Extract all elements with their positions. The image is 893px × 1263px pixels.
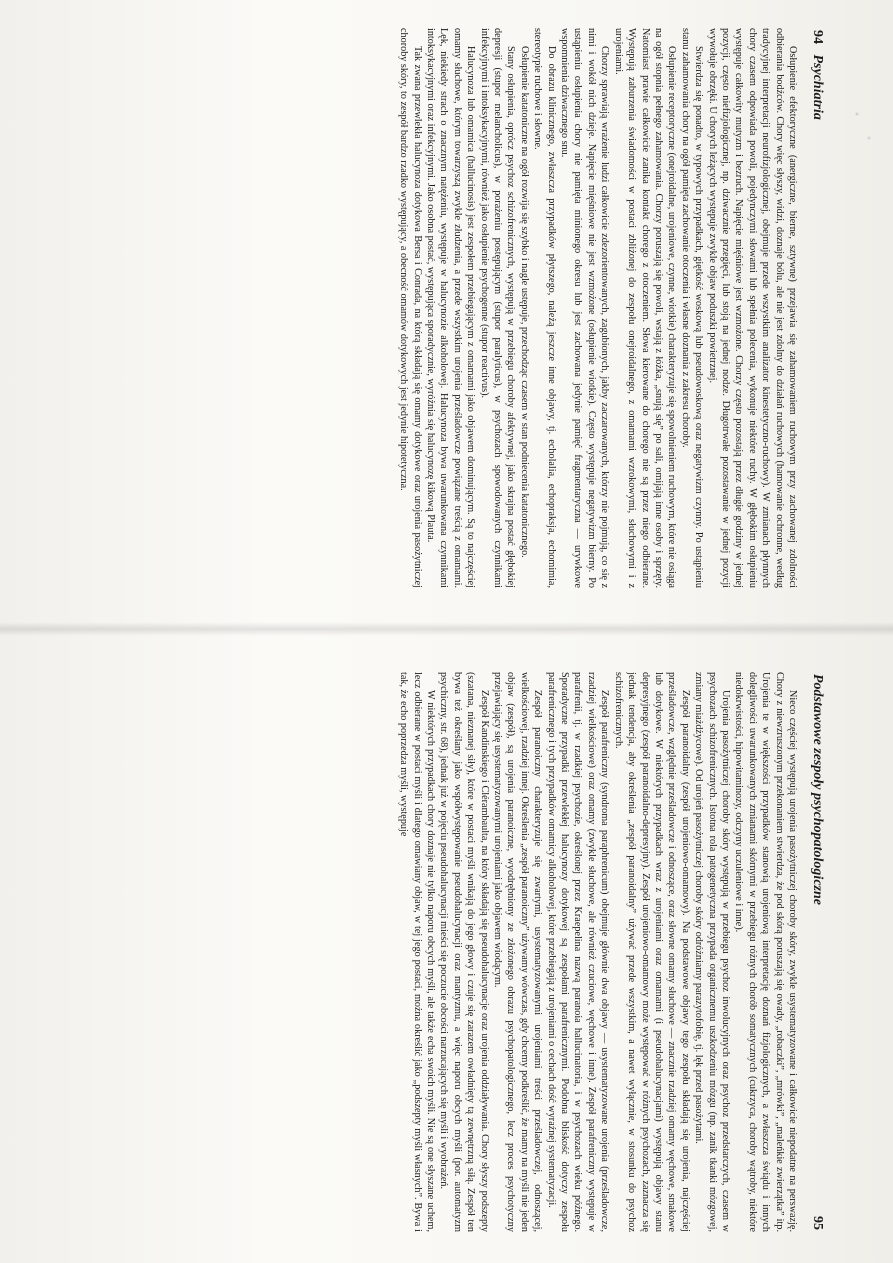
paragraph: Nieco częściej występują urojenia pasożytniczej choroby skóry, zwykle usystematyzowane i całkowicie niepodatne na perswazję. Chory z niewzruszonym przekonaniem stwierdza, że pod skórą poruszają się owady, „robaczki”, „mrówki”, „maleńkie zwierzątka” itp. Urojenia te w większości przypadków stanowią urojeniową interpretację doznań fizjologicznych, a zwłaszcza świądu i innych dolegliwości uwarunkowanych zmianami skórnymi w przebiegu różnych chorób somatycznych (cukrzyca, choroby wątroby, niektóre niedokrwistości, hipowitaminozy, odczyny uczuleniowe i inne). <box>733 672 798 1232</box>
paragraph: Stwierdza się ponadto, w typowych przypadkach, giętkość woskową lub pseudowoskową oraz negatywizm czynny. Po ustąpieniu stanu zahamowania chory na ogół pamięta zachowanie otoczenia i własne doznania z zakresu choroby. <box>679 28 705 588</box>
paragraph: Chorzy sprawiają wrażenie ludzi całkowicie zdezorientowanych, zagubionych, jakby zaczarowanych, którzy nie pojmują, co się z nimi i wokół nich dzieje. Napięcie mięśniowe nie jest wzmożone (osłupienie wiotkie). Często występuje negatywizm bierny. Po ustąpieniu osłupienia chory nie pamięta minionego okresu lub jest zachowana jedynie pamięć fragmentaryczna — urywkowe wspomnienia dziwacznego snu. <box>559 28 611 588</box>
header-title: Psychiatria <box>810 54 825 120</box>
paragraph: Zespół paranoidalny (zespół urojeniowo-omamowy). Na podstawowe objawy tego zespołu składają się urojenia, najczęściej prześladowcze, względnie prześladowcze i odnoszące, oraz słowne omamy słuchowe — znacznie rzadziej omamy węchowe, smakowe lub dotykowe. W niektórych przypadkach wraz z urojeniami oraz omamami (i pseudohalucynacjami) występują objawy stanu depresyjnego (zespół paranoidalno-depresyjny). Zespół urojeniowo-omamowy może występować w różnych psychozach, zaznacza się jednak tendencja, aby określenia „zespół paranoidalny” używać przede wszystkim, a nawet wyłącznie, w stosunku do psychoz schizofrenicznych. <box>612 672 691 1232</box>
header-left <box>809 30 825 120</box>
paragraph: Osłupienie katatoniczne na ogół rozwija się szybko i nagle ustępuje, przechodząc czasem w stan podniecenia katatonicznego. <box>518 46 530 558</box>
paragraph: Zespół parafreniczny (syndroma paraphrenicum) obejmuje głównie dwa objawy — usystematyzowane urojenia (prześladowcze, rzadziej wielkościowe) oraz omamy (zwykle słuchowe, ale również czuciowe, węchowe i inne). Zespół parafreniczny występuje w parafrenii, tj. w rzadkiej psychozie, określonej przez Kraepelina nazwą paranoia hallucinatoria, i w psychozach wieku późnego. Sporadyczne przypadki przewlekłej halucynozy dotykowej są zespołami parafrenicznymi. Podobna bliskość dotyczy zespołu parafrenicznego i tych przypadków omamicy alkoholowej, które przebiegają z urojeniami o cechach dość wyraźnej systematyzacji. <box>545 672 611 1232</box>
page-95 <box>60 672 825 1232</box>
paragraph: W niektórych przypadkach chory doznaje nie tylko naporu obcych myśli, ale także echa swoich myśli. Nie są one słyszane uchem, lecz odbierane w postaci myśli i dlatego omawiany objaw, w tej jego postaci, można określić jako „podszepty myśli własnych”. Bywa i tak, że echo poprzedza myśli, występuje <box>398 672 437 1232</box>
page-94 <box>60 28 825 588</box>
paragraph: Osłupienie receptoryczne (onejroidalne, urojeniowe, czynne, wiotkie) charakteryzuje się spowolnieniem ruchowym, które nie osiąga na ogół stopnia pełnego zahamowania. Chorzy poruszają się powoli, wstają z łóżka, „snują się” po sali, omijają inne osoby i sprzęty. Natomiast prawie całkowicie zanika kontakt chorego z otoczeniem. Słowa kierowane do chorego nie są przez niego odbierane. Występują zaburzenia świadomości w postaci zbliżonej do zespołu onejroidalnego, z omamami wzrokowymi, słuchowymi i z urojeniami. <box>612 28 678 588</box>
book-gutter <box>0 622 893 636</box>
running-head-94 <box>809 28 825 588</box>
paragraph: Zespół Kandinskiego i Clérambaulta, na który składają się pseudohalucynacje oraz urojenia oddziaływania. Chory słyszy podszepty (szatana, nieznanej siły), które w postaci myśli wnikają do jego głowy i czuje się zarazem owładnięty tą zewnętrzną siłą. Zespół ten bywa też określany jako współwystępowanie pseudohalucynacji oraz mantyzmu, a więc naporu obcych myśli (por. automatyzm psychiczny, str. 68), jednak już w pojęciu pseudohalucynacji mieści się poczucie obcości narzucających się myśli i wyobrażeń. <box>438 672 490 1232</box>
paragraph: Osłupienie efektoryczne (anergiczne, bierne, sztywne) przejawia się zahamowaniem ruchowym przy zachowanej zdolności odbierania bodźców. Chory więc słyszy, widzi, doznaje bólu, ale nie jest zdolny do działań ruchowych (hamowanie ochronne, według tradycyjnej interpretacji neurofizjologicznej, obejmuje przede wszystkim analizator kinestetyczno-ruchowy). W zmianach płynnych chory czasem odpowiada powoli, pojedynczymi słowami lub spełnia polecenia, wykonuje niektóre ruchy. W głębokim osłupieniu występuje całkowity mutyzm i bezruch. Napięcie mięśniowe jest wzmożone. Chorzy często pozostają przez długie godziny w jednej pozycji, często niefizjologicznej, np. dziwacznie przegięci, lub stoją na jednej nodze. Długotrwałe pozostawanie w jednej pozycji wywołuje obrzęki. U chorych leżących występuje zwykle objaw poduszki powietrznej. <box>706 28 798 588</box>
page-number: 94 <box>810 30 825 44</box>
paragraph: Tak zwana przewlekła halucynoza dotykowa Bersa i Conrada, na którą składają się omamy dotykowe oraz urojenia pasożytniczej choroby skóry, to zespół bardzo rzadko występujący, a obecność omamów dotykowych jest jedynie hipotetyczna. <box>398 28 423 588</box>
paragraph: Do obrazu klinicznego, zwłaszcza przypadków płytszego, należą jeszcze inne objawy, tj. echolalia, echopraksja, echomimia, stereotypie ruchowe i słowne. <box>532 28 557 588</box>
header-title: Podstawowe zespoły psychopatologiczne <box>810 674 825 905</box>
page-number: 95 <box>810 1216 825 1230</box>
paragraph: Urojenia pasożytniczej choroby skóry występują w przebiegu psychoz inwolucyjnych oraz psychoz przedstarczych, czasem w psychozach schizofrenicznych. Istotna rola patogenetyczna przypada organicznemu uszkodzeniu mózgu (np. zanik tkanki mózgowej, zmiany miażdżycowe). Od urojeń pasożytniczej choroby skóry odróżniamy parazytofobię, tj. lęk przed pasożytami. <box>693 672 731 1232</box>
paragraph: Stany osłupienia, oprócz psychoz schizofrenicznych, występują w przebiegu choroby afektywnej, jako skrajna postać głębokiej depresji (stupor melancholicus), w porażeniu postępującym (stupor paralyticus), w psychozach spowodowanych czynnikami infekcyjnymi i intoksykacyjnymi, również jako osłupienie psychogenne (stupor reactivus). <box>478 28 517 588</box>
scan-noise <box>845 90 885 170</box>
paragraph: Zespół paranoiczny charakteryzuje się zwartymi, usystematyzowanymi urojeniami treści prześladowczej, odnoszącej, wielkościowej, rzadziej innej. Określenia „zespół paranoiczny” używamy wówczas, gdy chcemy podkreślić, że mamy na myśli nie jeden objaw (zespół), są urojenia paranoiczne, wyodrębniony ze złożonego obrazu psychopatologicznego, lecz proces psychotyczny przejawiający się usystematyzowanymi urojeniami jako objawem wiodącym. <box>492 672 544 1232</box>
running-head-95 <box>809 672 825 1232</box>
paragraph: Halucynoza lub omamica (hallucinosis) jest zespołem przebiegającym z omamami jako objawem dominującym. Są to najczęściej omamy słuchowe, którym towarzyszą zwykle złudzenia, a przede wszystkim urojenia prześladowcze powiązane treścią z omamami. Lęk, niekiedy strach o znacznym natężeniu, występuje w halucynozie alkoholowej. Halucynoza bywa uwarunkowana czynnikami intoksykacyjnymi oraz infekcyjnymi. Jako osobna postać, występująca sporadycznie, wyróżnia się halucynozę kikową Plauta. <box>425 28 477 588</box>
